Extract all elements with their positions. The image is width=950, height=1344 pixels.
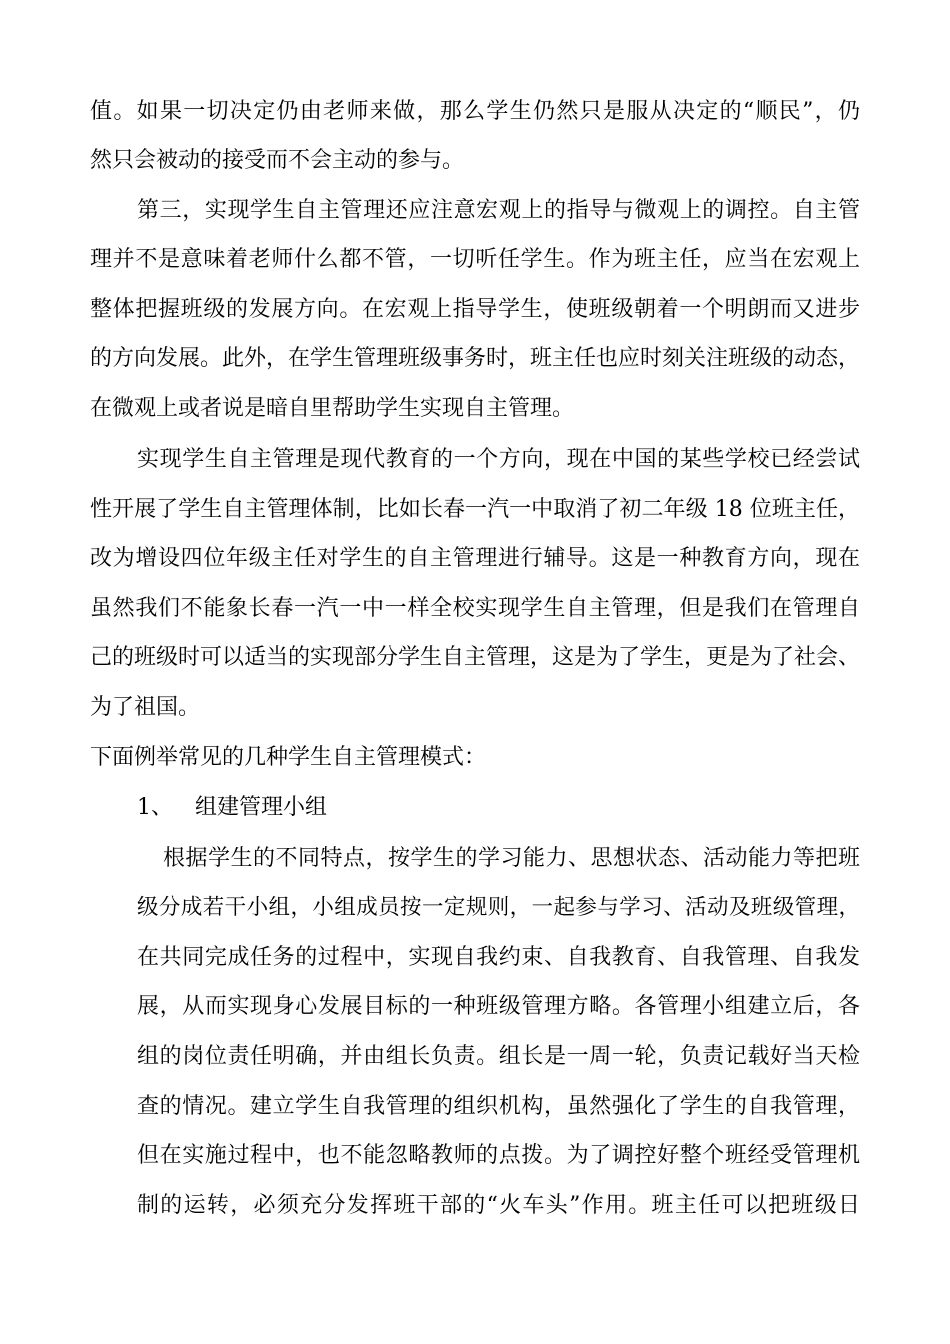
body-text-line: 制的运转，必须充分发挥班干部的“火车头”作用。班主任可以把班级日 bbox=[137, 1193, 860, 1218]
body-text-line: 但在实施过程中，也不能忽略教师的点拨。为了调控好整个班经受管理机 bbox=[137, 1143, 860, 1168]
body-text-line: 己的班级时可以适当的实现部分学生自主管理，这是为了学生，更是为了社会、 bbox=[90, 645, 861, 670]
body-text-line: 根据学生的不同特点，按学生的学习能力、思想状态、活动能力等把班 bbox=[163, 846, 860, 871]
body-text-line: 组的岗位责任明确，并由组长负责。组长是一周一轮，负责记载好当天检 bbox=[137, 1044, 860, 1069]
body-text-line: 第三，实现学生自主管理还应注意宏观上的指导与微观上的调控。自主管 bbox=[137, 198, 860, 223]
body-text-line: 级分成若干小组，小组成员按一定规则，一起参与学习、活动及班级管理， bbox=[137, 895, 860, 920]
body-text-line: 下面例举常见的几种学生自主管理模式： bbox=[90, 745, 487, 770]
body-text-line: 展，从而实现身心发展目标的一种班级管理方略。各管理小组建立后，各 bbox=[137, 994, 860, 1019]
body-text-line: 实现学生自主管理是现代教育的一个方向，现在中国的某些学校已经尝试 bbox=[137, 447, 860, 472]
body-text-line: 在微观上或者说是暗自里帮助学生实现自主管理。 bbox=[90, 396, 575, 421]
body-text-line: 理并不是意味着老师什么都不管，一切听任学生。作为班主任，应当在宏观上 bbox=[90, 247, 860, 272]
list-number: 1、 bbox=[137, 795, 173, 820]
body-text-line: 的方向发展。此外，在学生管理班级事务时，班主任也应时刻关注班级的动态， bbox=[90, 346, 861, 371]
body-text-line: 查的情况。建立学生自我管理的组织机构，虽然强化了学生的自我管理， bbox=[137, 1094, 860, 1119]
body-text-line: 改为增设四位年级主任对学生的自主管理进行辅导。这是一种教育方向，现在 bbox=[90, 546, 860, 571]
body-text-line: 为了祖国。 bbox=[90, 695, 201, 720]
body-text-line: 在共同完成任务的过程中，实现自我约束、自我教育、自我管理、自我发 bbox=[137, 945, 860, 970]
body-text-line: 虽然我们不能象长春一汽一中一样全校实现学生自主管理，但是我们在管理自 bbox=[90, 596, 860, 621]
list-item-title: 组建管理小组 bbox=[195, 795, 328, 820]
body-text-line: 然只会被动的接受而不会主动的参与。 bbox=[90, 148, 465, 173]
body-text-line: 值。如果一切决定仍由老师来做，那么学生仍然只是服从决定的“顺民”，仍 bbox=[90, 99, 860, 124]
body-text-line: 整体把握班级的发展方向。在宏观上指导学生，使班级朝着一个明朗而又进步 bbox=[90, 297, 860, 322]
body-text-line: 性开展了学生自主管理体制，比如长春一汽一中取消了初二年级 18 位班主任， bbox=[90, 497, 860, 522]
